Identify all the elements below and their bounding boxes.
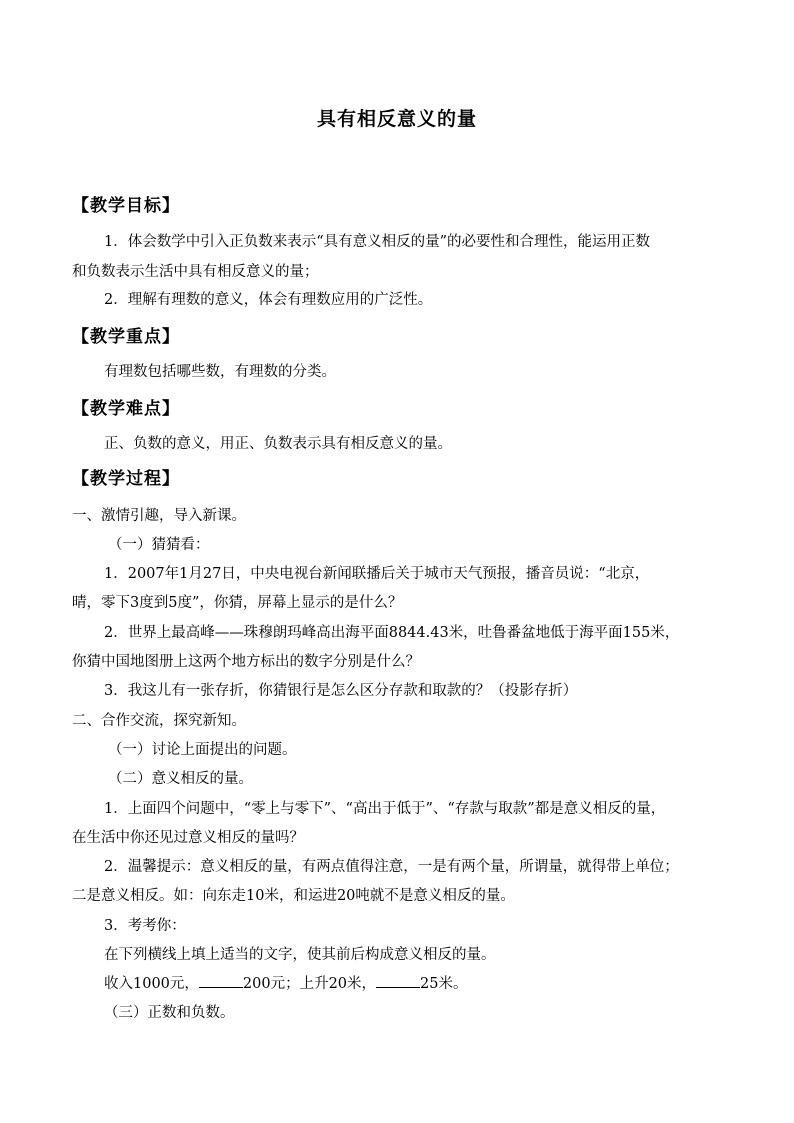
question-1-line-2: 晴，零下3度到5度”，你猜，屏幕上显示的是什么？ [72, 595, 403, 611]
point-3: 3．考考你： [104, 918, 186, 934]
process-part-2: 二、合作交流，探究新知。 [72, 713, 246, 729]
process-part-1-sub-1: （一）猜猜看： [108, 537, 210, 553]
question-2-line-2: 你猜中国地图册上这两个地方标出的数字分别是什么？ [72, 654, 420, 670]
question-2-line-1: 2．世界上最高峰——珠穆朗玛峰高出海平面8844.43米，吐鲁番盆地低于海平面155米， [104, 625, 680, 641]
question-3: 3．我这儿有一张存折，你猜银行是怎么区分存款和取款的？（投影存折） [104, 683, 578, 699]
process-part-2-sub-3: （三）正数和负数。 [104, 1005, 235, 1021]
section-heading-keypoints: 【教学重点】 [72, 327, 180, 347]
goal-item-1-line-1: 1．体会数学中引入正负数来表示“具有意义相反的量”的必要性和合理性，能运用正数 [104, 234, 651, 250]
keypoints-text: 有理数包括哪些数，有理数的分类。 [104, 364, 336, 380]
question-1-line-1: 1．2007年1月27日，中央电视台新闻联播后关于城市天气预报，播音员说：“北京， [104, 566, 650, 582]
point-1-line-1: 1．上面四个问题中，“零上与零下”、“高出于低于”、“存款与取款”都是意义相反的量， [104, 801, 666, 817]
goal-item-1-line-2: 和负数表示生活中具有相反意义的量； [72, 264, 319, 280]
difficulties-text: 正、负数的意义，用正、负数表示具有相反意义的量。 [104, 436, 452, 452]
fill-instruction: 在下列横线上填上适当的文字，使其前后构成意义相反的量。 [104, 947, 496, 963]
section-heading-goals: 【教学目标】 [72, 196, 180, 216]
fill-text-3: 25米。 [420, 976, 468, 992]
section-heading-difficulties: 【教学难点】 [72, 399, 180, 419]
goal-item-2: 2．理解有理数的意义，体会有理数应用的广泛性。 [104, 292, 433, 308]
document-title: 具有相反意义的量 [316, 108, 477, 130]
section-heading-process: 【教学过程】 [72, 469, 180, 489]
process-part-1: 一、激情引趣，导入新课。 [72, 508, 246, 524]
process-part-2-sub-1: （一）讨论上面提出的问题。 [108, 742, 297, 758]
point-2-line-1: 2．温馨提示：意义相反的量，有两点值得注意，一是有两个量，所谓量，就得带上单位； [104, 859, 679, 875]
process-part-2-sub-2: （二）意义相反的量。 [108, 771, 253, 787]
point-2-line-2: 二是意义相反。如：向东走10米，和运进20吨就不是意义相反的量。 [72, 888, 515, 904]
fill-blank-1[interactable] [199, 974, 243, 988]
fill-text-2: 200元；上升20米， [242, 976, 377, 992]
fill-blank-2[interactable] [376, 974, 420, 988]
fill-text-1: 收入1000元， [104, 976, 199, 992]
point-1-line-2: 在生活中你还见过意义相反的量吗？ [72, 830, 304, 846]
fill-in-line [104, 974, 468, 994]
